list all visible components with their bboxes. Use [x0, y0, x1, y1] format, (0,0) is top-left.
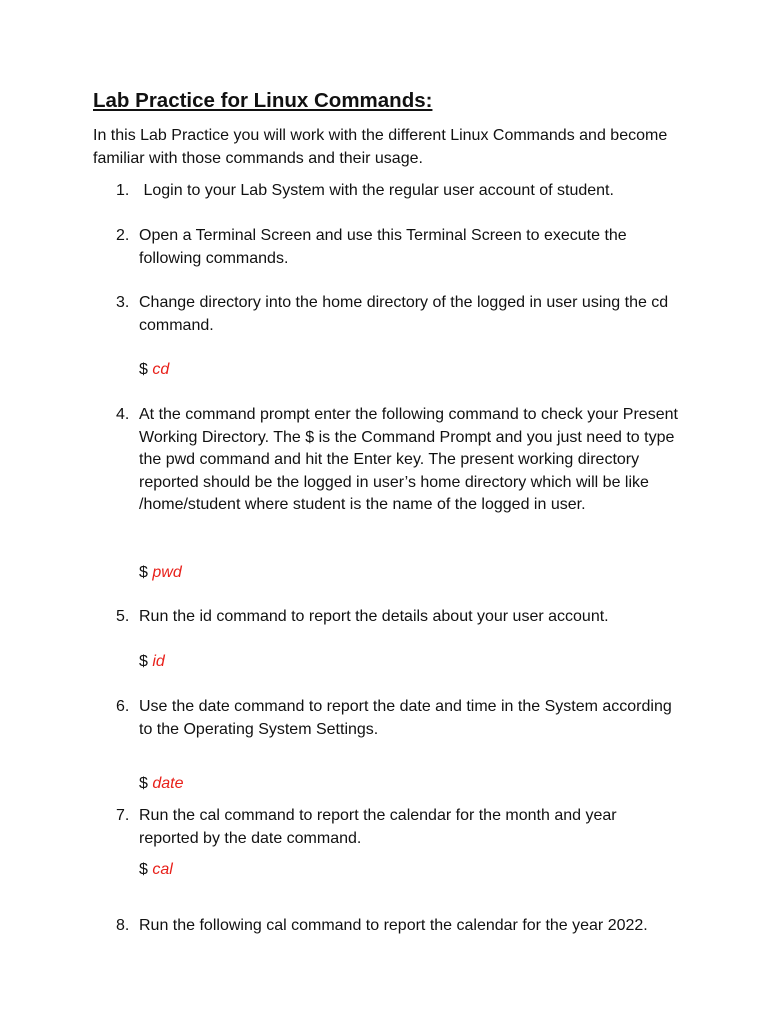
list-item-text: Change directory into the home directory of the logged in user using the cd command. — [139, 294, 669, 334]
list-item-number: 1. — [116, 182, 130, 199]
list-item — [93, 915, 693, 938]
list-item — [93, 606, 693, 629]
command-text: cal — [152, 861, 173, 878]
list-item — [93, 805, 693, 850]
command-line — [139, 773, 184, 796]
command-line — [139, 859, 173, 882]
list-item — [93, 292, 693, 337]
list-item-text: Use the date command to report the date and time in the System according to the Operating System Settings. — [139, 698, 672, 738]
list-item-number: 7. — [116, 807, 130, 824]
list-item — [93, 696, 693, 741]
list-item-text: Open a Terminal Screen and use this Terminal Screen to execute the following commands. — [139, 227, 627, 267]
command-prompt: $ — [139, 361, 148, 378]
list-item — [93, 404, 693, 517]
command-line — [139, 562, 182, 585]
list-item-number: 2. — [116, 227, 130, 244]
list-item-number: 5. — [116, 608, 130, 625]
command-text: cd — [152, 361, 170, 378]
list-item — [93, 180, 693, 203]
list-item-text: Run the cal command to report the calendar for the month and year reported by the date command. — [139, 807, 617, 847]
list-item-number: 3. — [116, 294, 130, 311]
command-text: id — [152, 653, 165, 670]
list-item-text: Run the following cal command to report the calendar for the year 2022. — [139, 917, 648, 934]
command-line — [139, 359, 169, 382]
list-item-text: Run the id command to report the details about your user account. — [139, 608, 609, 625]
intro-paragraph: In this Lab Practice you will work with the different Linux Commands and become familiar with those commands and their usage. — [93, 127, 668, 167]
page-title: Lab Practice for Linux Commands: — [93, 89, 433, 112]
command-text: date — [152, 775, 184, 792]
list-item-number: 4. — [116, 406, 130, 423]
list-item-text: Login to your Lab System with the regular user account of student. — [139, 182, 614, 199]
list-item-text: At the command prompt enter the following command to check your Present Working Directory. The $ is the Command Prompt and you just need to type the pwd command and hit the Enter key. The present working directory reported should be the logged in user’s home directory which will be like /home/student where student is the name of the logged in user. — [139, 406, 678, 513]
command-text: pwd — [152, 564, 182, 581]
command-prompt: $ — [139, 653, 148, 670]
list-item-number: 6. — [116, 698, 130, 715]
command-prompt: $ — [139, 861, 148, 878]
command-line — [139, 651, 165, 674]
list-item-number: 8. — [116, 917, 130, 934]
list-item — [93, 225, 693, 270]
command-prompt: $ — [139, 564, 148, 581]
command-prompt: $ — [139, 775, 148, 792]
